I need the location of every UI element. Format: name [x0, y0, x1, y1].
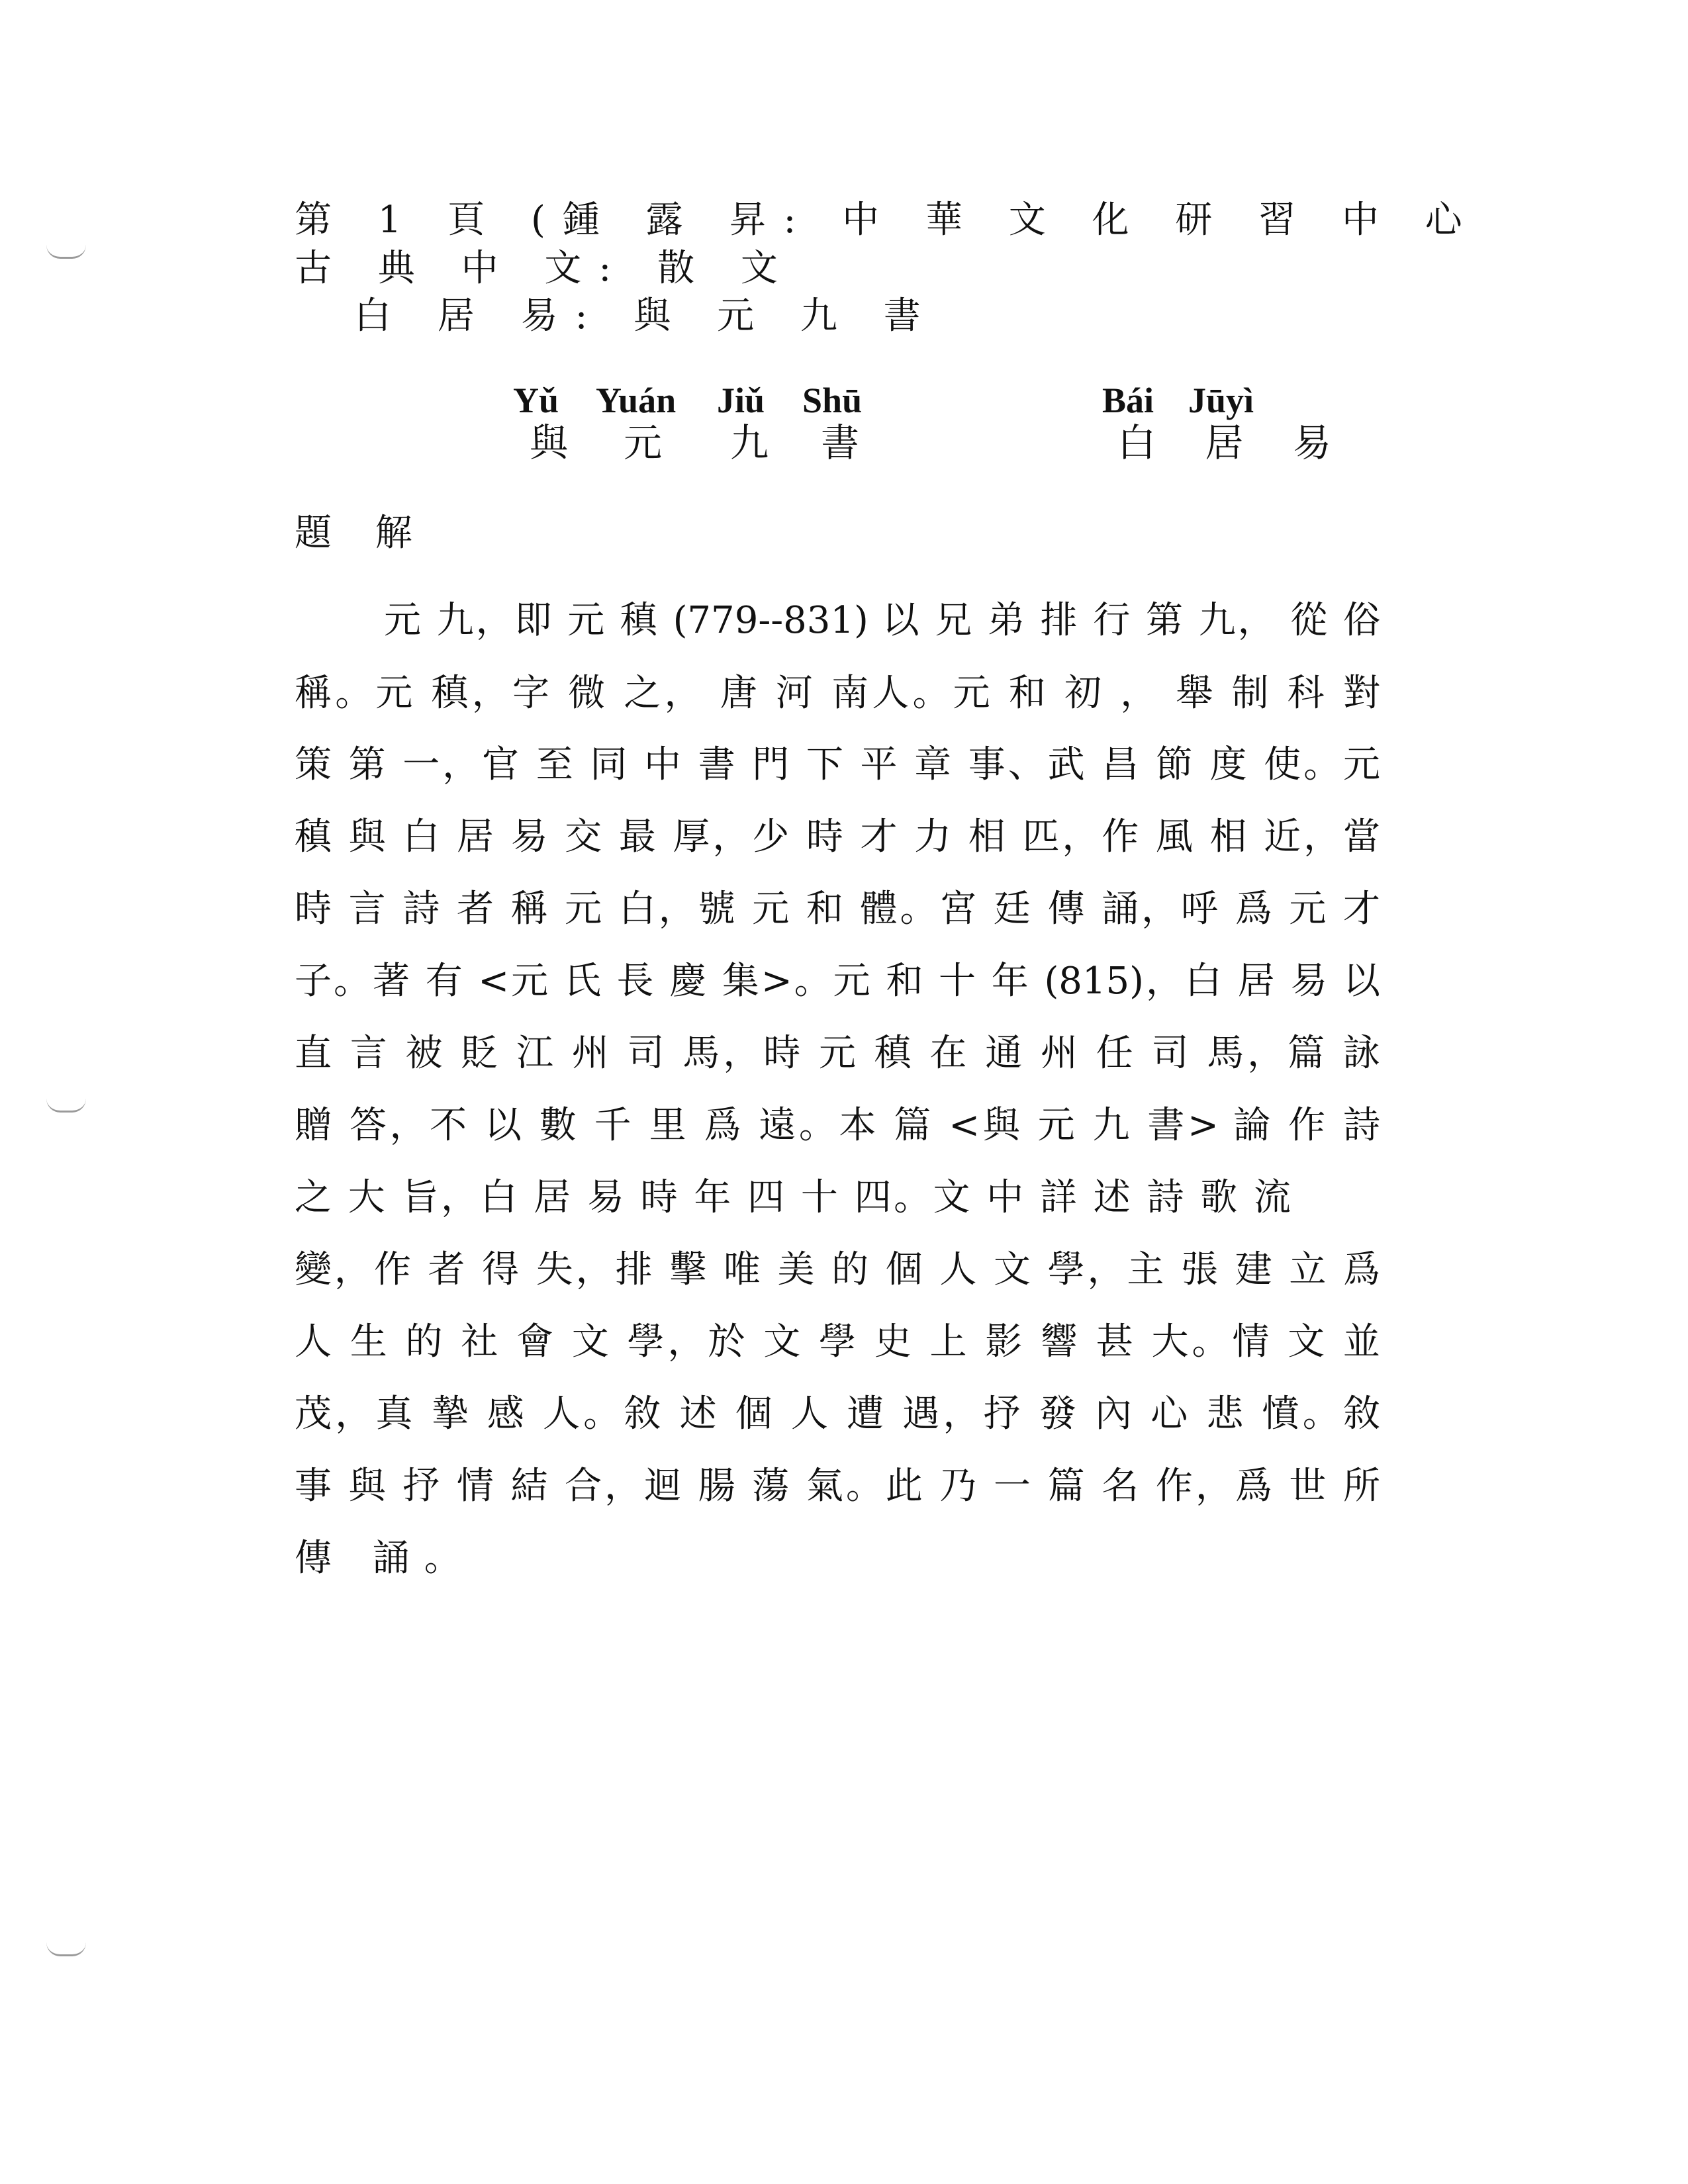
body-line: 策 第 一，官 至 同 中 書 門 下 平 章 事、武 昌 節 度 使。元	[295, 743, 1380, 786]
title-hanzi-4: 書	[821, 420, 860, 465]
body-line: 事 與 抒 情 結 合，迴 腸 蕩 氣。此 乃 一 篇 名 作，爲 世 所	[295, 1465, 1380, 1508]
body-line: 子。著 有 <元 氏 長 慶 集>。元 和 十 年 (815)，白 居 易 以	[295, 960, 1380, 1003]
title-hanzi-3: 九	[730, 420, 769, 465]
title-hanzi-1: 與	[530, 420, 569, 465]
header-line-2: 古 典 中 文: 散 文	[295, 247, 795, 290]
author-pinyin-1: Bái	[1102, 381, 1154, 420]
title-hanzi-2: 元	[624, 420, 663, 465]
body-line: 人 生 的 社 會 文 學，於 文 學 史 上 影 響 甚 大。情 文 並	[295, 1320, 1380, 1363]
body-line: 稱。元 稹，字 微 之， 唐 河 南人。元 和 初 ， 舉 制 科 對	[295, 672, 1380, 715]
header-line-3: 白 居 易: 與 元 九 書	[354, 295, 938, 338]
body-line: 直 言 被 貶 江 州 司 馬，時 元 稹 在 通 州 任 司 馬，篇 詠	[295, 1032, 1380, 1075]
body-line: 變，作 者 得 失，排 擊 唯 美 的 個 人 文 學，主 張 建 立 爲	[295, 1248, 1380, 1291]
title-pinyin-1: Yǔ	[513, 381, 559, 420]
body-line: 傳 誦。	[295, 1537, 476, 1580]
binder-hole-mark	[46, 1942, 86, 1956]
title-pinyin-2: Yuán	[596, 381, 677, 420]
body-line: 贈 答，不 以 數 千 里 爲 遠。本 篇 <與 元 九 書> 論 作 詩	[295, 1104, 1380, 1147]
body-line: 之 大 旨，白 居 易 時 年 四 十 四。文 中 詳 述 詩 歌 流	[295, 1176, 1291, 1219]
header-line-1: 第 1 頁 (鍾 露 昇: 中 華 文 化 研 習 中 心	[295, 199, 1479, 242]
body-line: 茂，真 摯 感 人。敘 述 個 人 遭 遇，抒 發 內 心 悲 憤。敘	[295, 1392, 1380, 1435]
binder-hole-mark	[46, 1099, 86, 1113]
author-pinyin-2: Jūyì	[1188, 381, 1254, 420]
author-hanzi: 白 居 易	[1117, 420, 1350, 465]
body-line: 元 九，即 元 稹 (779--831) 以 兄 弟 排 行 第 九， 從 俗	[384, 599, 1380, 642]
title-pinyin-4: Shū	[802, 381, 863, 420]
title-pinyin-3: Jiǔ	[717, 381, 765, 420]
section-heading: 題 解	[295, 512, 428, 555]
binder-hole-mark	[46, 245, 86, 259]
body-line: 時 言 詩 者 稱 元 白，號 元 和 體。宮 廷 傳 誦，呼 爲 元 才	[295, 887, 1380, 931]
body-line: 稹 與 白 居 易 交 最 厚，少 時 才 力 相 匹，作 風 相 近，當	[295, 815, 1380, 858]
